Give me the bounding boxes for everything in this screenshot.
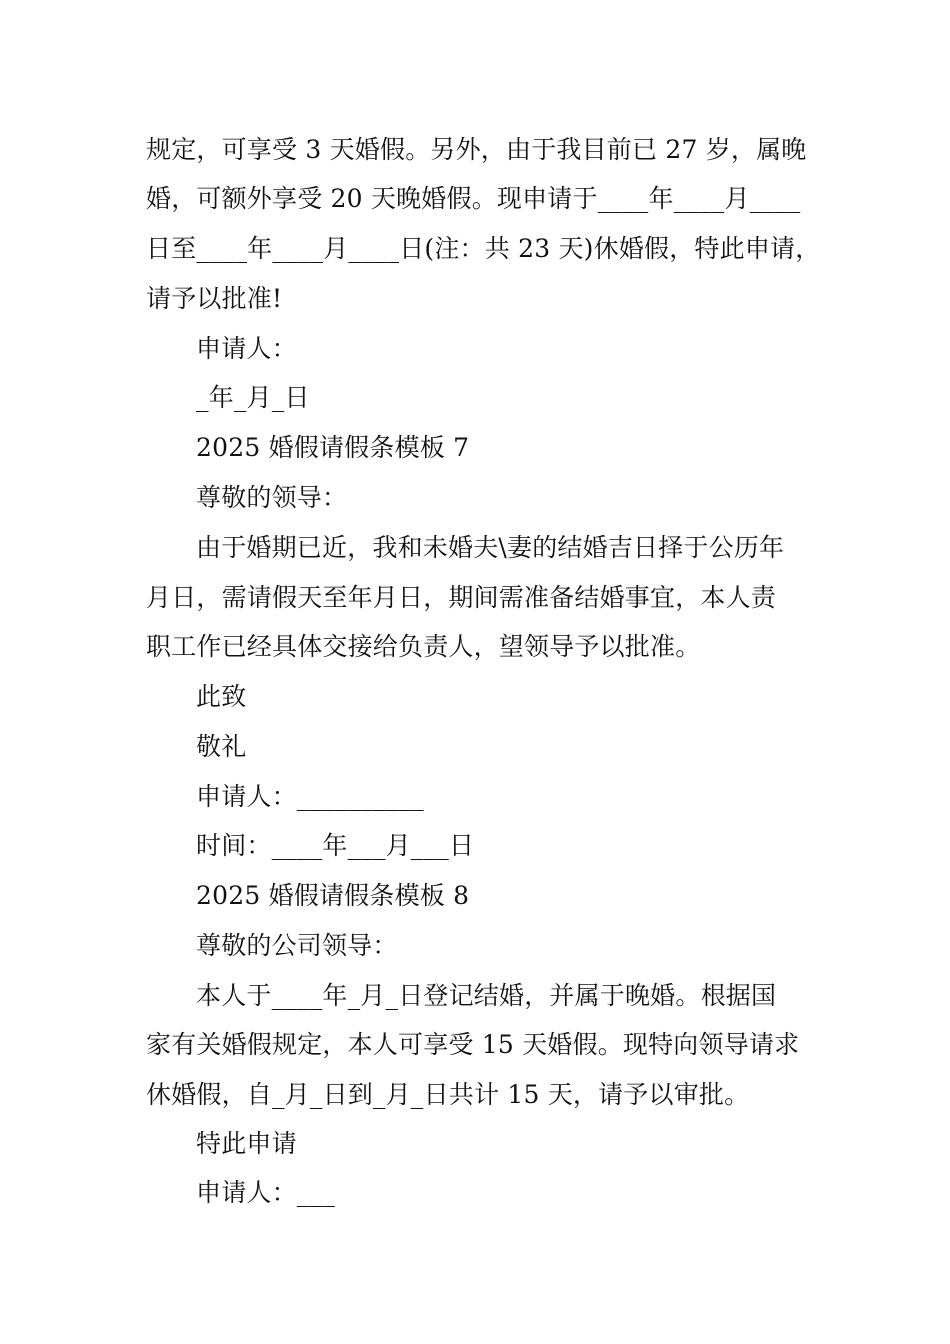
paragraph-line: 由于婚期已近，我和未婚夫\妻的结婚吉日择于公历年	[196, 533, 785, 562]
paragraph-line: 请予以批准!	[146, 284, 283, 313]
applicant-label: 申请人：__________	[196, 782, 424, 811]
salutation: 尊敬的领导：	[196, 483, 348, 512]
date-line: _年_月_日	[196, 383, 310, 412]
template-heading: 2025 婚假请假条模板 7	[196, 433, 470, 462]
salutation: 尊敬的公司领导：	[196, 931, 398, 960]
paragraph-line: 休婚假，自_月_日到_月_日共计 15 天，请予以审批。	[146, 1080, 750, 1109]
paragraph-line: 职工作已经具体交接给负责人，望领导予以批准。	[146, 632, 701, 661]
closing-line: 此致	[196, 682, 247, 711]
paragraph-line: 家有关婚假规定，本人可享受 15 天婚假。现特向领导请求	[146, 1030, 800, 1059]
closing-line: 特此申请	[196, 1129, 297, 1158]
paragraph-line: 本人于____年_月_日登记结婚，并属于晚婚。根据国	[196, 981, 777, 1010]
applicant-label: 申请人：___	[196, 1178, 335, 1207]
applicant-label: 申请人：	[196, 334, 297, 363]
paragraph-line: 婚，可额外享受 20 天晚婚假。现申请于____年____月____	[146, 184, 801, 213]
template-heading: 2025 婚假请假条模板 8	[196, 881, 470, 910]
closing-line: 敬礼	[196, 732, 247, 761]
paragraph-line: 规定，可享受 3 天婚假。另外，由于我目前已 27 岁，属晚	[146, 135, 807, 164]
paragraph-line: 月日，需请假天至年月日，期间需准备结婚事宜，本人责	[146, 583, 777, 612]
date-line: 时间：____年___月___日	[196, 831, 475, 860]
paragraph-line: 日至____年____月____日(注：共 23 天)休婚假，特此申请，	[146, 234, 821, 263]
